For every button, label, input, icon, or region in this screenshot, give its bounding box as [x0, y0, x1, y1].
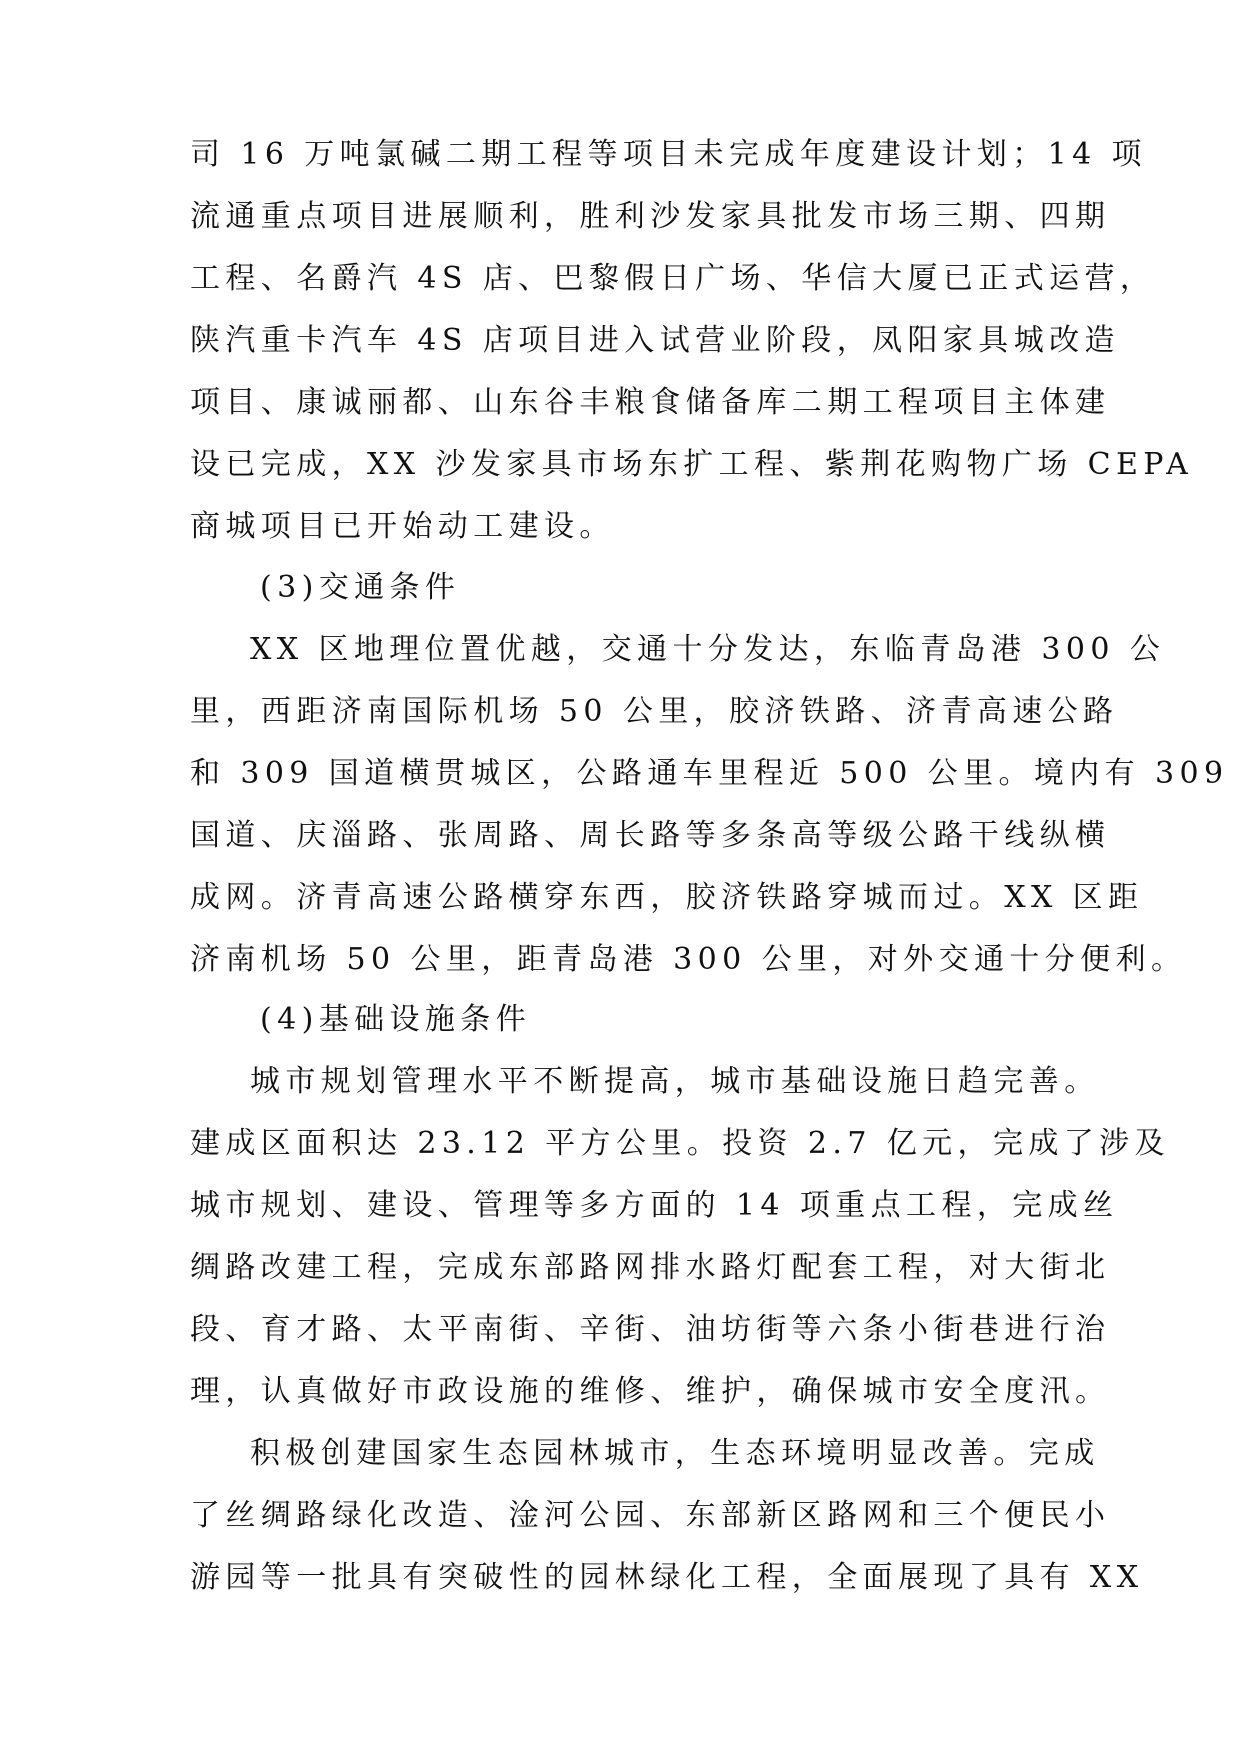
section-heading: (3)交通条件 [260, 570, 461, 605]
text-line: 理，认真做好市政设施的维修、维护，确保城市安全度汛。 [190, 1374, 1111, 1409]
text-line: 建成区面积达 23.12 平方公里。投资 2.7 亿元，完成了涉及 [190, 1126, 1170, 1161]
text-line: 和 309 国道横贯城区，公路通车里程近 500 公里。境内有 309 [190, 756, 1229, 791]
text-line: 流通重点项目进展顺利，胜利沙发家具批发市场三期、四期 [190, 199, 1111, 234]
text-line: 游园等一批具有突破性的园林绿化工程，全面展现了具有 XX [190, 1560, 1144, 1595]
text-line: 了丝绸路绿化改造、淦河公园、东部新区路网和三个便民小 [190, 1498, 1111, 1533]
section-heading: (4)基础设施条件 [260, 1002, 532, 1037]
text-line: 城市规划管理水平不断提高，城市基础设施日趋完善。 [250, 1064, 1100, 1099]
text-line: 段、育才路、太平南街、辛街、油坊街等六条小街巷进行治 [190, 1312, 1111, 1347]
text-line: 商城项目已开始动工建设。 [190, 509, 615, 544]
text-line: 积极创建国家生态园林城市，生态环境明显改善。完成 [250, 1436, 1100, 1471]
text-line: XX 区地理位置优越，交通十分发达，东临青岛港 300 公 [250, 632, 1166, 667]
text-line: 绸路改建工程，完成东部路网排水路灯配套工程，对大街北 [190, 1250, 1111, 1285]
text-line: 济南机场 50 公里，距青岛港 300 公里，对外交通十分便利。 [190, 942, 1187, 977]
text-line: 司 16 万吨氯碱二期工程等项目未完成年度建设计划；14 项 [190, 137, 1147, 172]
text-line: 工程、名爵汽 4S 店、巴黎假日广场、华信大厦已正式运营， [190, 261, 1156, 296]
text-line: 设已完成，XX 沙发家具市场东扩工程、紫荆花购物广场 CEPA [190, 447, 1194, 482]
text-line: 陕汽重卡汽车 4S 店项目进入试营业阶段，凤阳家具城改造 [190, 323, 1120, 358]
text-line: 成网。济青高速公路横穿东西，胶济铁路穿城而过。XX 区距 [190, 880, 1144, 915]
text-line: 国道、庆淄路、张周路、周长路等多条高等级公路干线纵横 [190, 818, 1111, 853]
text-line: 城市规划、建设、管理等多方面的 14 项重点工程，完成丝 [190, 1188, 1119, 1223]
text-line: 里，西距济南国际机场 50 公里，胶济铁路、济青高速公路 [190, 694, 1119, 729]
text-line: 项目、康诚丽都、山东谷丰粮食储备库二期工程项目主体建 [190, 385, 1111, 420]
